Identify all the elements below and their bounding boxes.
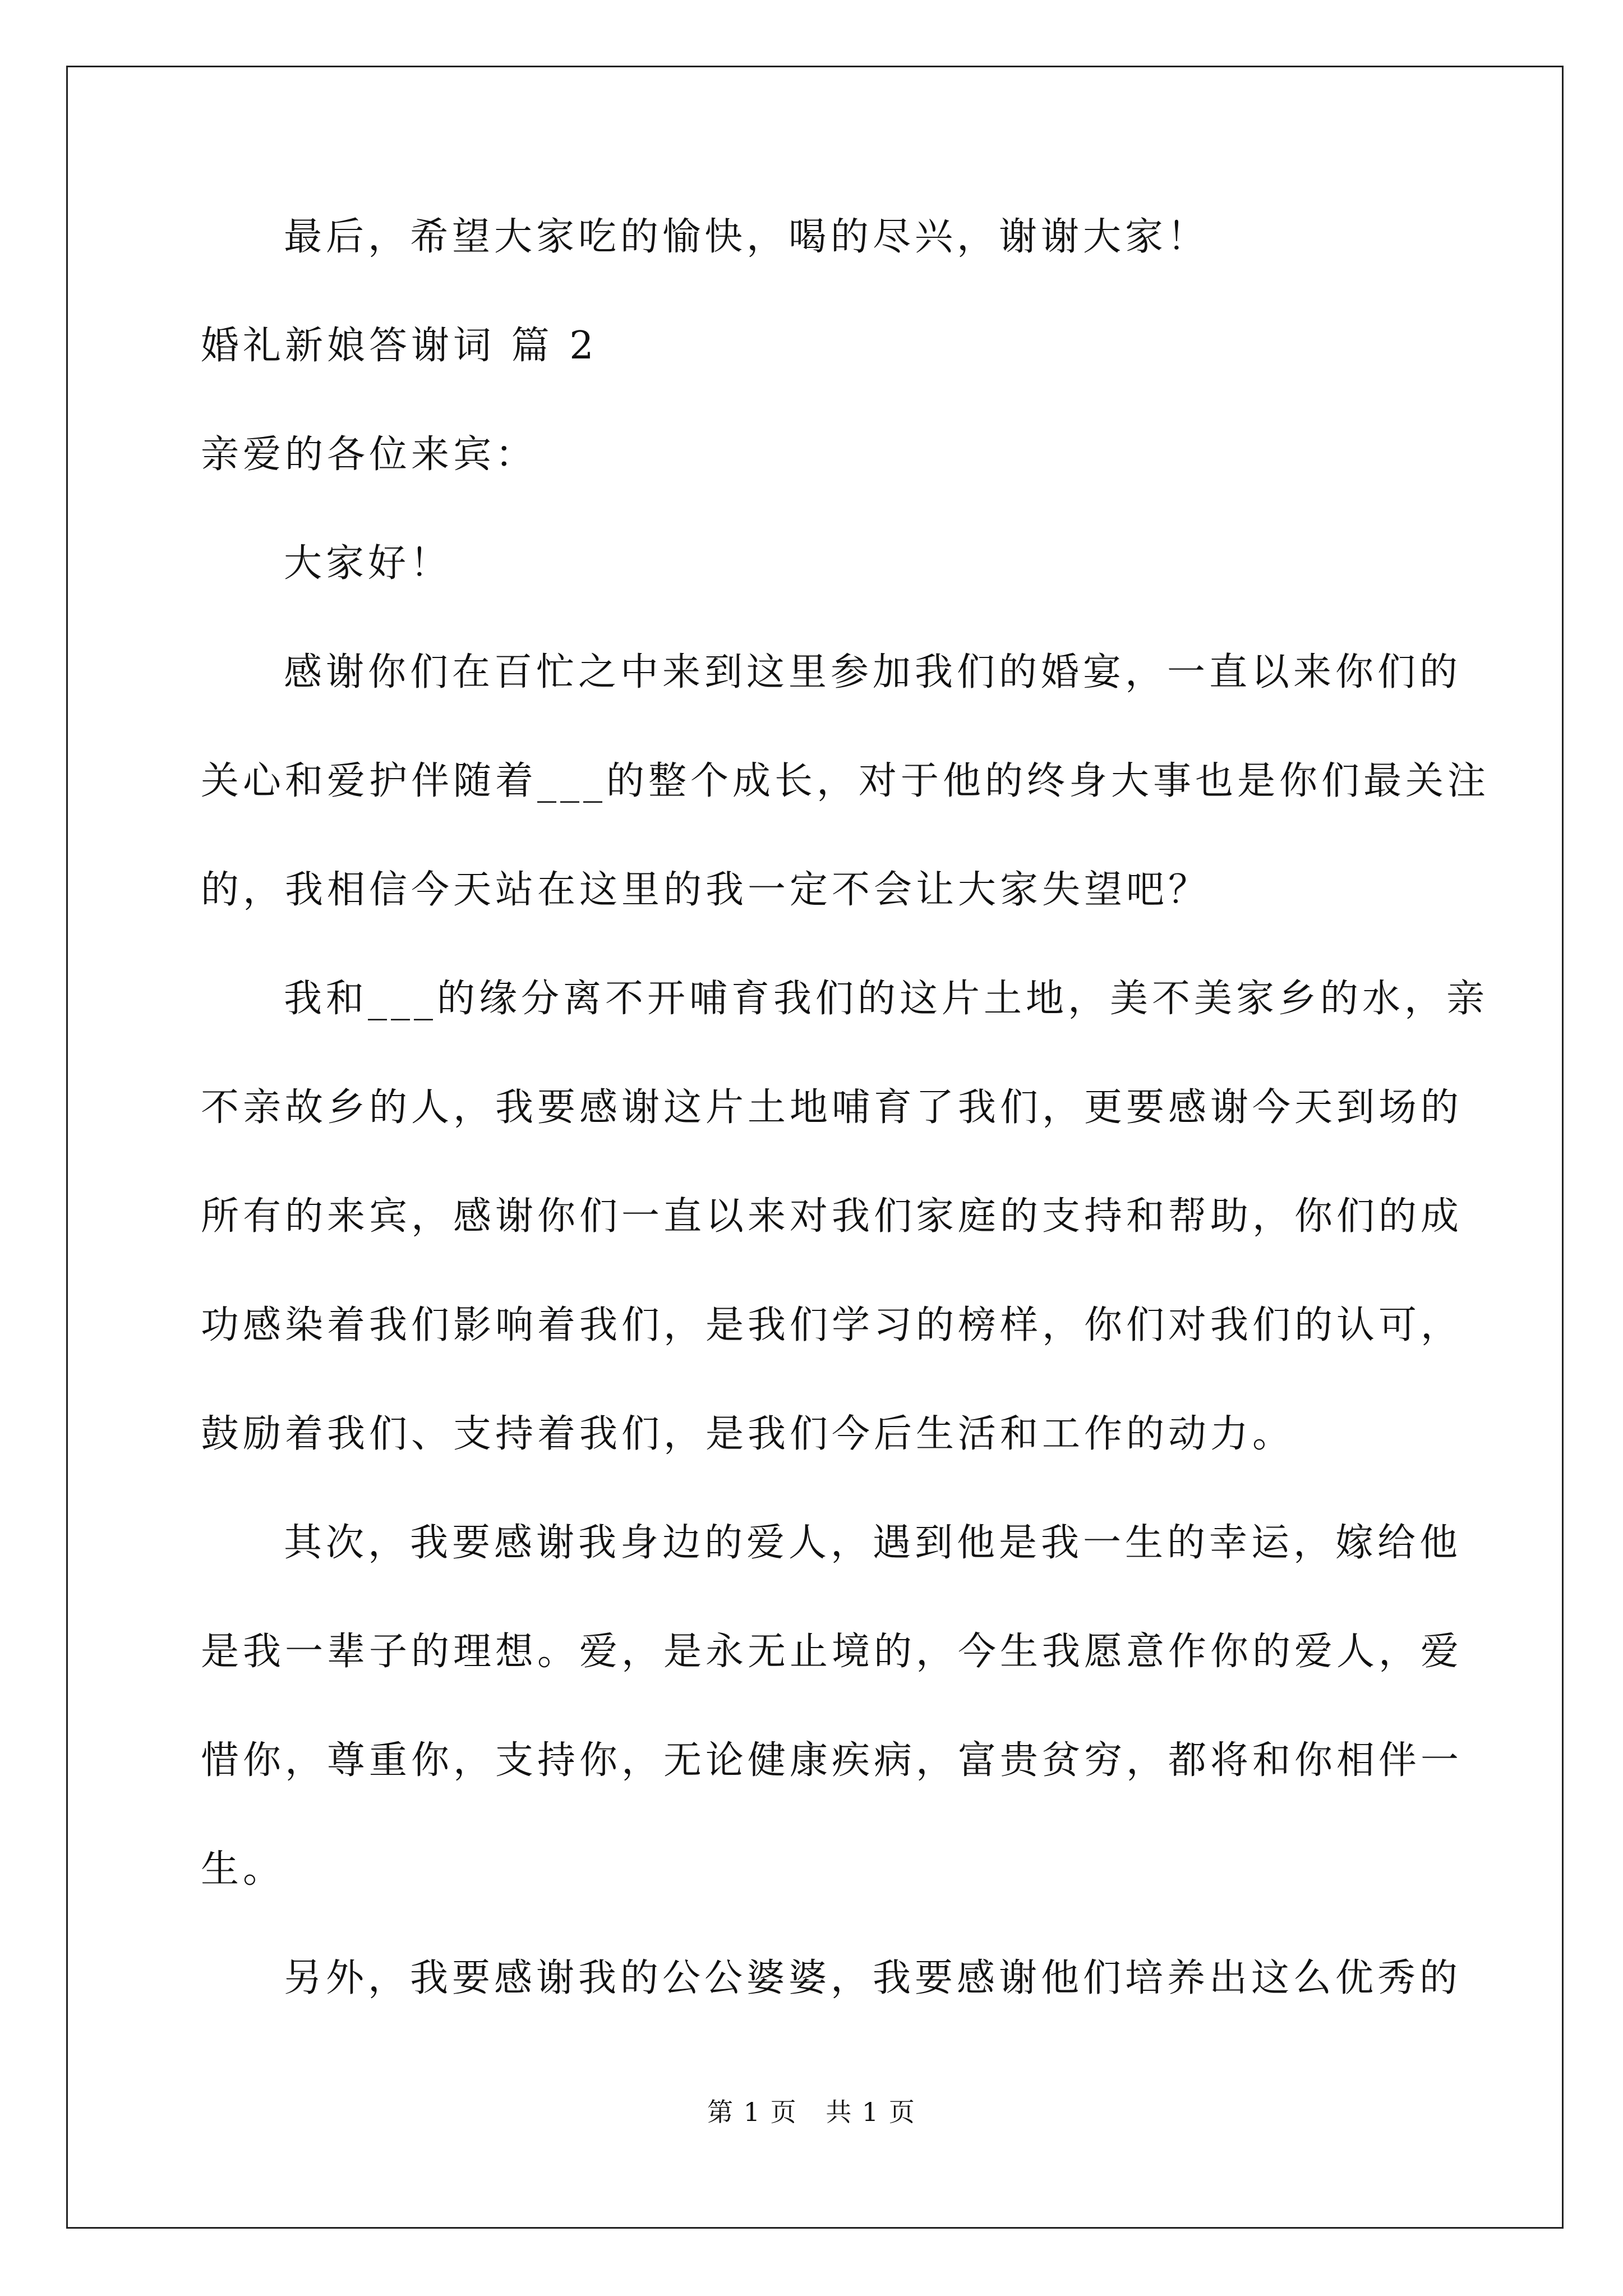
- page-total: 共 1 页: [826, 2097, 916, 2127]
- text-line: 大家好！: [284, 541, 453, 586]
- text-line: 生。: [201, 1847, 285, 1892]
- text-line: 的，我相信今天站在这里的我一定不会让大家失望吧？: [201, 868, 1211, 912]
- line-gap: [201, 373, 1432, 428]
- text-line: 亲爱的各位来宾：: [201, 432, 538, 477]
- page-footer: [0, 2095, 1623, 2129]
- text-line: 最后，希望大家吃的愉快，喝的尽兴，谢谢大家！: [284, 215, 1210, 259]
- line-gap: [201, 264, 1432, 319]
- line-gap: [201, 1679, 1432, 1734]
- text-line: 不亲故乡的人，我要感谢这片土地哺育了我们，更要感谢今天到场的: [201, 1085, 1463, 1130]
- document-body: [201, 210, 1490, 2005]
- text-line: 关心和爱护伴随着___的整个成长，对于他的终身大事也是你们最关注: [201, 759, 1490, 803]
- line-gap: [201, 1026, 1432, 1081]
- line-gap: [201, 917, 1432, 972]
- line-gap: [201, 1461, 1432, 1516]
- line-gap: [201, 1570, 1432, 1625]
- text-line: 所有的来宾，感谢你们一直以来对我们家庭的支持和帮助，你们的成: [201, 1194, 1463, 1239]
- text-line: 惜你，尊重你，支持你，无论健康疾病，富贵贫穷，都将和你相伴一: [201, 1738, 1463, 1783]
- line-gap: [201, 808, 1432, 863]
- text-line: 感谢你们在百忙之中来到这里参加我们的婚宴，一直以来你们的: [284, 650, 1462, 694]
- line-gap: [201, 1897, 1432, 1952]
- text-line: 另外，我要感谢我的公公婆婆，我要感谢他们培养出这么优秀的: [284, 1956, 1462, 2000]
- section-heading: 婚礼新娘答谢词 篇 2: [201, 324, 598, 368]
- line-gap: [201, 1244, 1432, 1299]
- text-line: 功感染着我们影响着我们，是我们学习的榜样，你们对我们的认可，: [201, 1303, 1463, 1347]
- text-line: 其次，我要感谢我身边的爱人，遇到他是我一生的幸运，嫁给他: [284, 1521, 1462, 1565]
- line-gap: [201, 1135, 1432, 1190]
- text-line: 我和___的缘分离不开哺育我们的这片土地，美不美家乡的水，亲: [284, 977, 1489, 1021]
- line-gap: [201, 591, 1432, 646]
- page-number: 第 1 页: [707, 2097, 797, 2127]
- line-gap: [201, 1352, 1432, 1407]
- text-line: 是我一辈子的理想。爱，是永无止境的，今生我愿意作你的爱人，爱: [201, 1630, 1463, 1674]
- line-gap: [201, 1788, 1432, 1843]
- text-line: 鼓励着我们、支持着我们，是我们今后生活和工作的动力。: [201, 1412, 1295, 1456]
- line-gap: [201, 700, 1432, 754]
- line-gap: [201, 482, 1432, 537]
